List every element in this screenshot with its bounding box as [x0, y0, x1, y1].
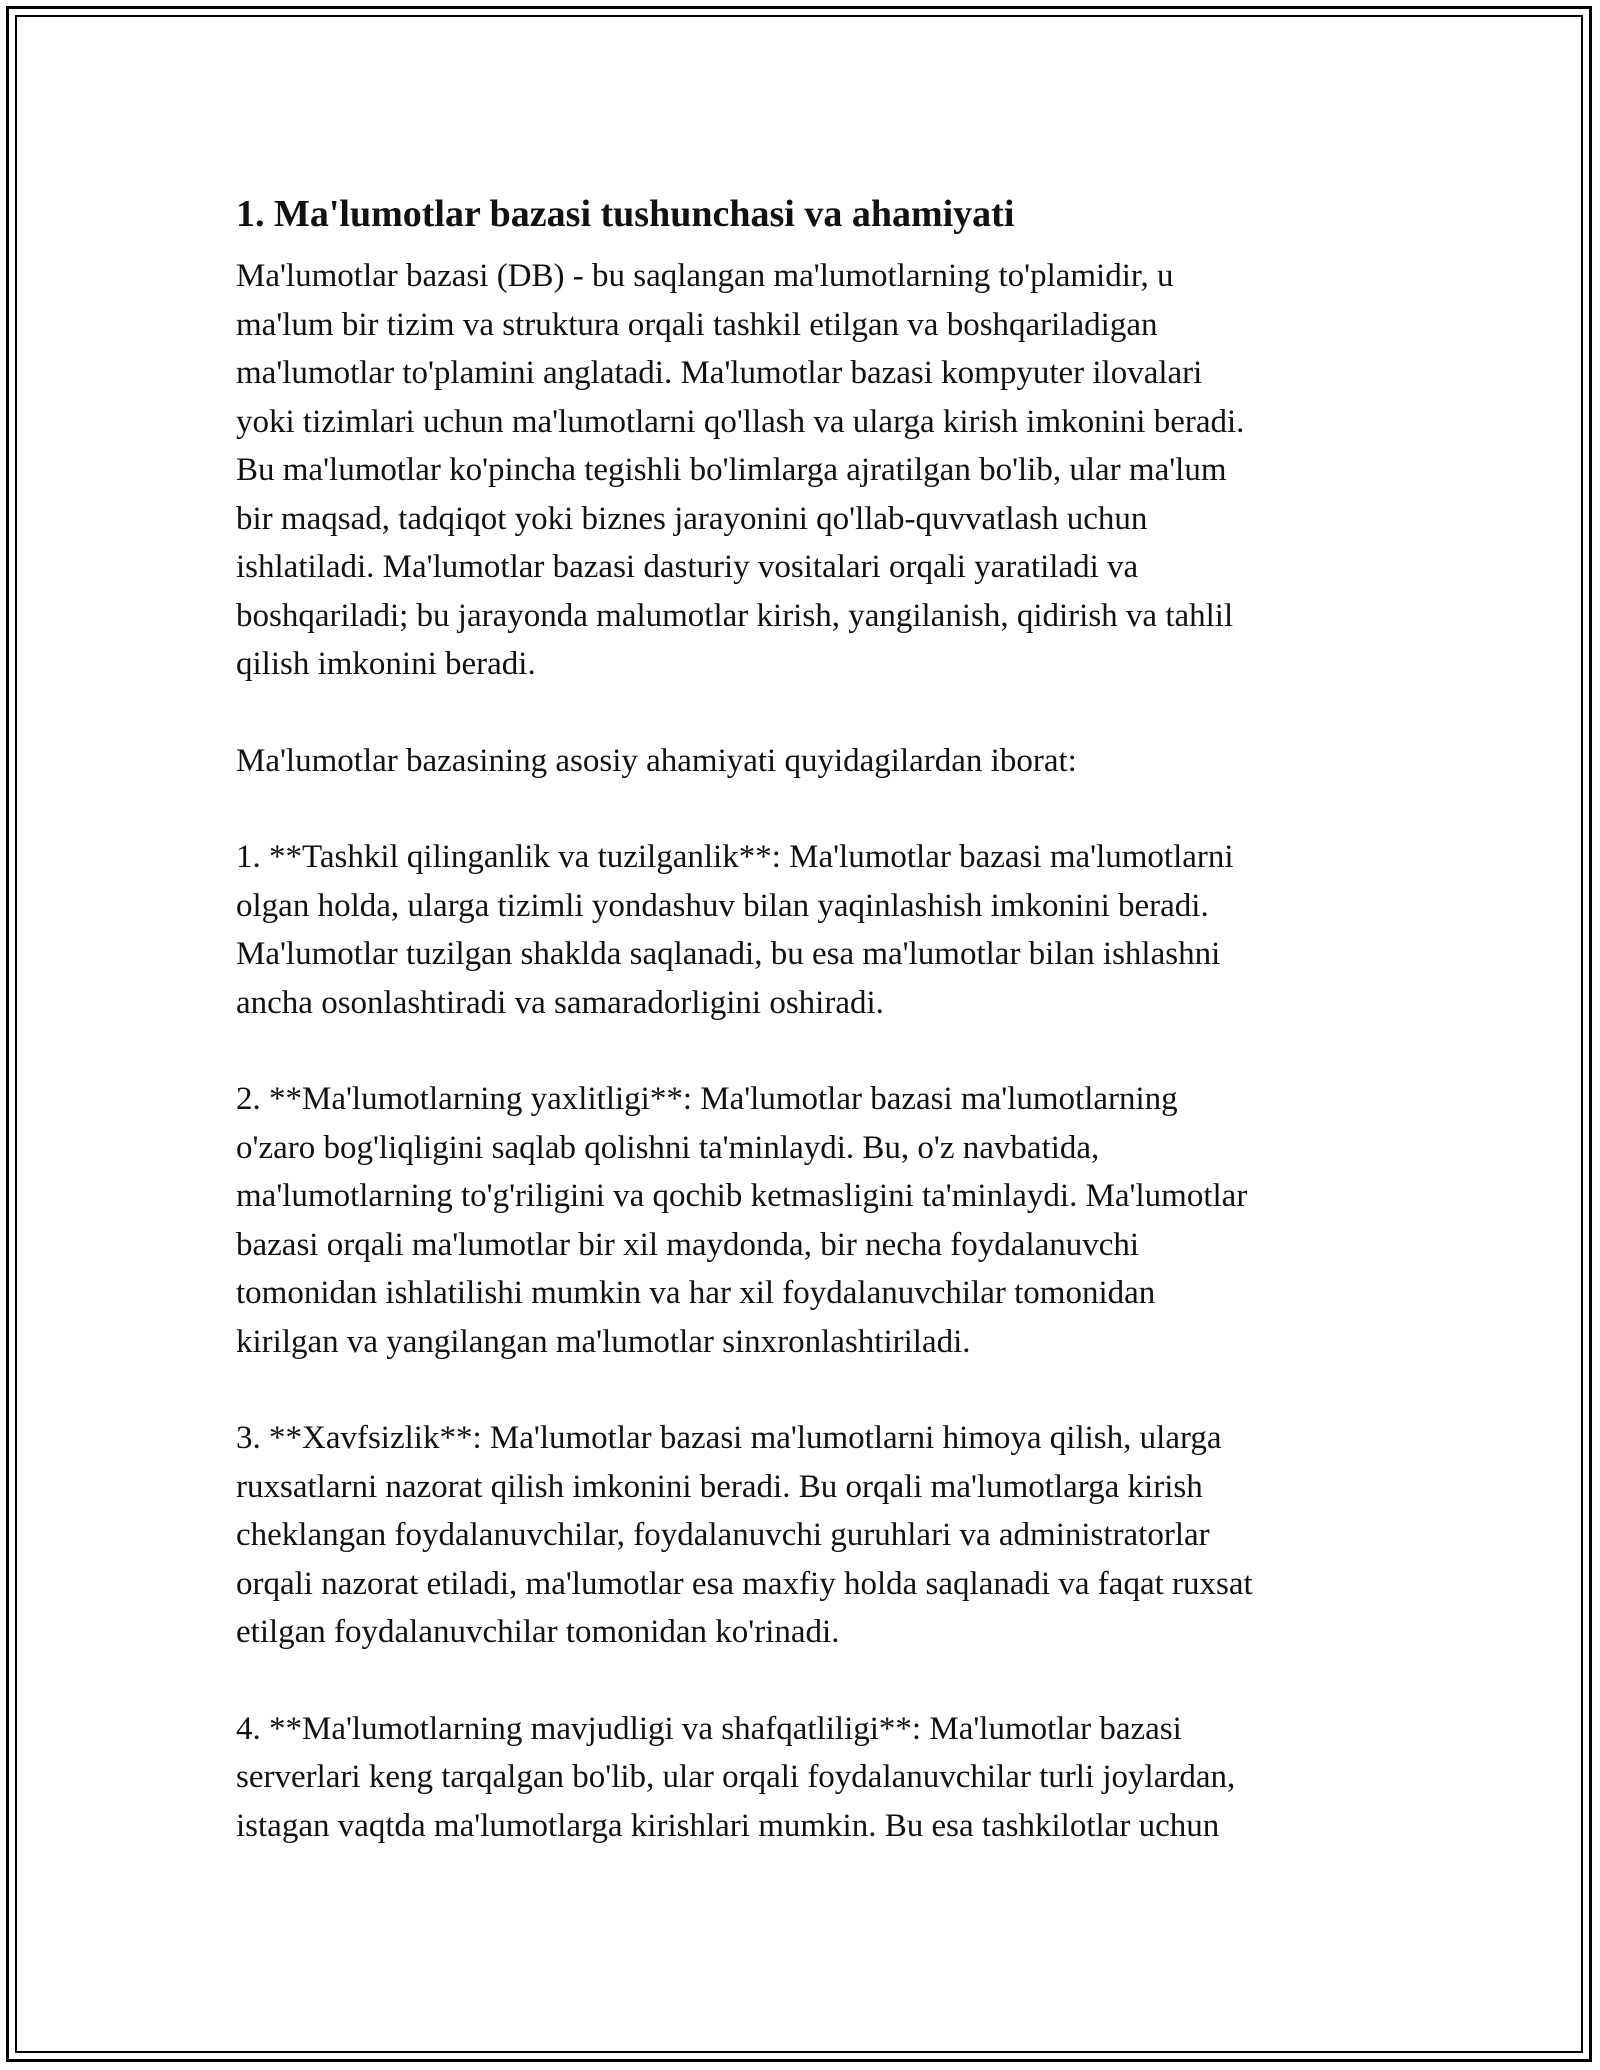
importance-lead-paragraph: Ma'lumotlar bazasining asosiy ahamiyati quyidagilardan iborat:	[236, 742, 1077, 779]
list-item-availability: 4. **Ma'lumotlarning mavjudligi va shafqatliligi**: Ma'lumotlar bazasi serverlari keng tarqalgan bo'lib, ular orqali foydalanuvchilar turli joylardan, istagan vaqtda ma'lumotlarga kirishlari mumkin. Bu esa tashkilotlar uchun	[236, 1710, 1236, 1844]
list-item-integrity: 2. **Ma'lumotlarning yaxlitligi**: Ma'lumotlar bazasi ma'lumotlarning o'zaro bog'liqligini saqlab qolishni ta'minlaydi. Bu, o'z navbatida, ma'lumotlarning to'g'riligini va qochib ketmasligini ta'minlaydi. Ma'lumotlar bazasi orqali ma'lumotlar bir xil maydonda, bir necha foydalanuvchi tomonidan ishlatilishi mumkin va har xil foydalanuvchilar tomonidan kirilgan va yangilangan ma'lumotlar sinxronlashtiriladi.	[236, 1081, 1248, 1360]
intro-paragraph: Ma'lumotlar bazasi (DB) - bu saqlangan ma'lumotlarning to'plamidir, u ma'lum bir tizim va struktura orqali tashkil etilgan va boshqariladigan ma'lumotlar to'plamini anglatadi. Ma'lumotlar bazasi kompyuter ilovalari yoki tizimlari uchun ma'lumotlarni qo'llash va ularga kirish imkonini beradi. Bu ma'lumotlar ko'pincha tegishli bo'limlarga ajratilgan bo'lib, ular ma'lum bir maqsad, tadqiqot yoki biznes jarayonini qo'llab-quvvatlash uchun ishlatiladi. Ma'lumotlar bazasi dasturiy vositalari orqali yaratiladi va boshqariladi; bu jarayonda malumotlar kirish, yangilanish, qidirish va tahlil qilish imkonini beradi.	[236, 258, 1245, 682]
list-item-organization: 1. **Tashkil qilinganlik va tuzilganlik**: Ma'lumotlar bazasi ma'lumotlarni olgan holda, ularga tizimli yondashuv bilan yaqinlashish imkonini beradi. Ma'lumotlar tuzilgan shaklda saqlanadi, bu esa ma'lumotlar bilan ishlashni ancha osonlashtiradi va samaradorligini oshiradi.	[236, 839, 1234, 1021]
section-heading: 1. Ma'lumotlar bazasi tushunchasi va ahamiyati	[236, 193, 1015, 235]
list-item-security: 3. **Xavfsizlik**: Ma'lumotlar bazasi ma'lumotlarni himoya qilish, ularga ruxsatlarni nazorat qilish imkonini beradi. Bu orqali ma'lumotlarga kirish cheklangan foydalanuvchilar, foydalanuvchi guruhlari va administratorlar orqali nazorat etiladi, ma'lumotlar esa maxfiy holda saqlanadi va faqat ruxsat etilgan foydalanuvchilar tomonidan ko'rinadi.	[236, 1420, 1253, 1650]
document-body	[236, 186, 1376, 1898]
